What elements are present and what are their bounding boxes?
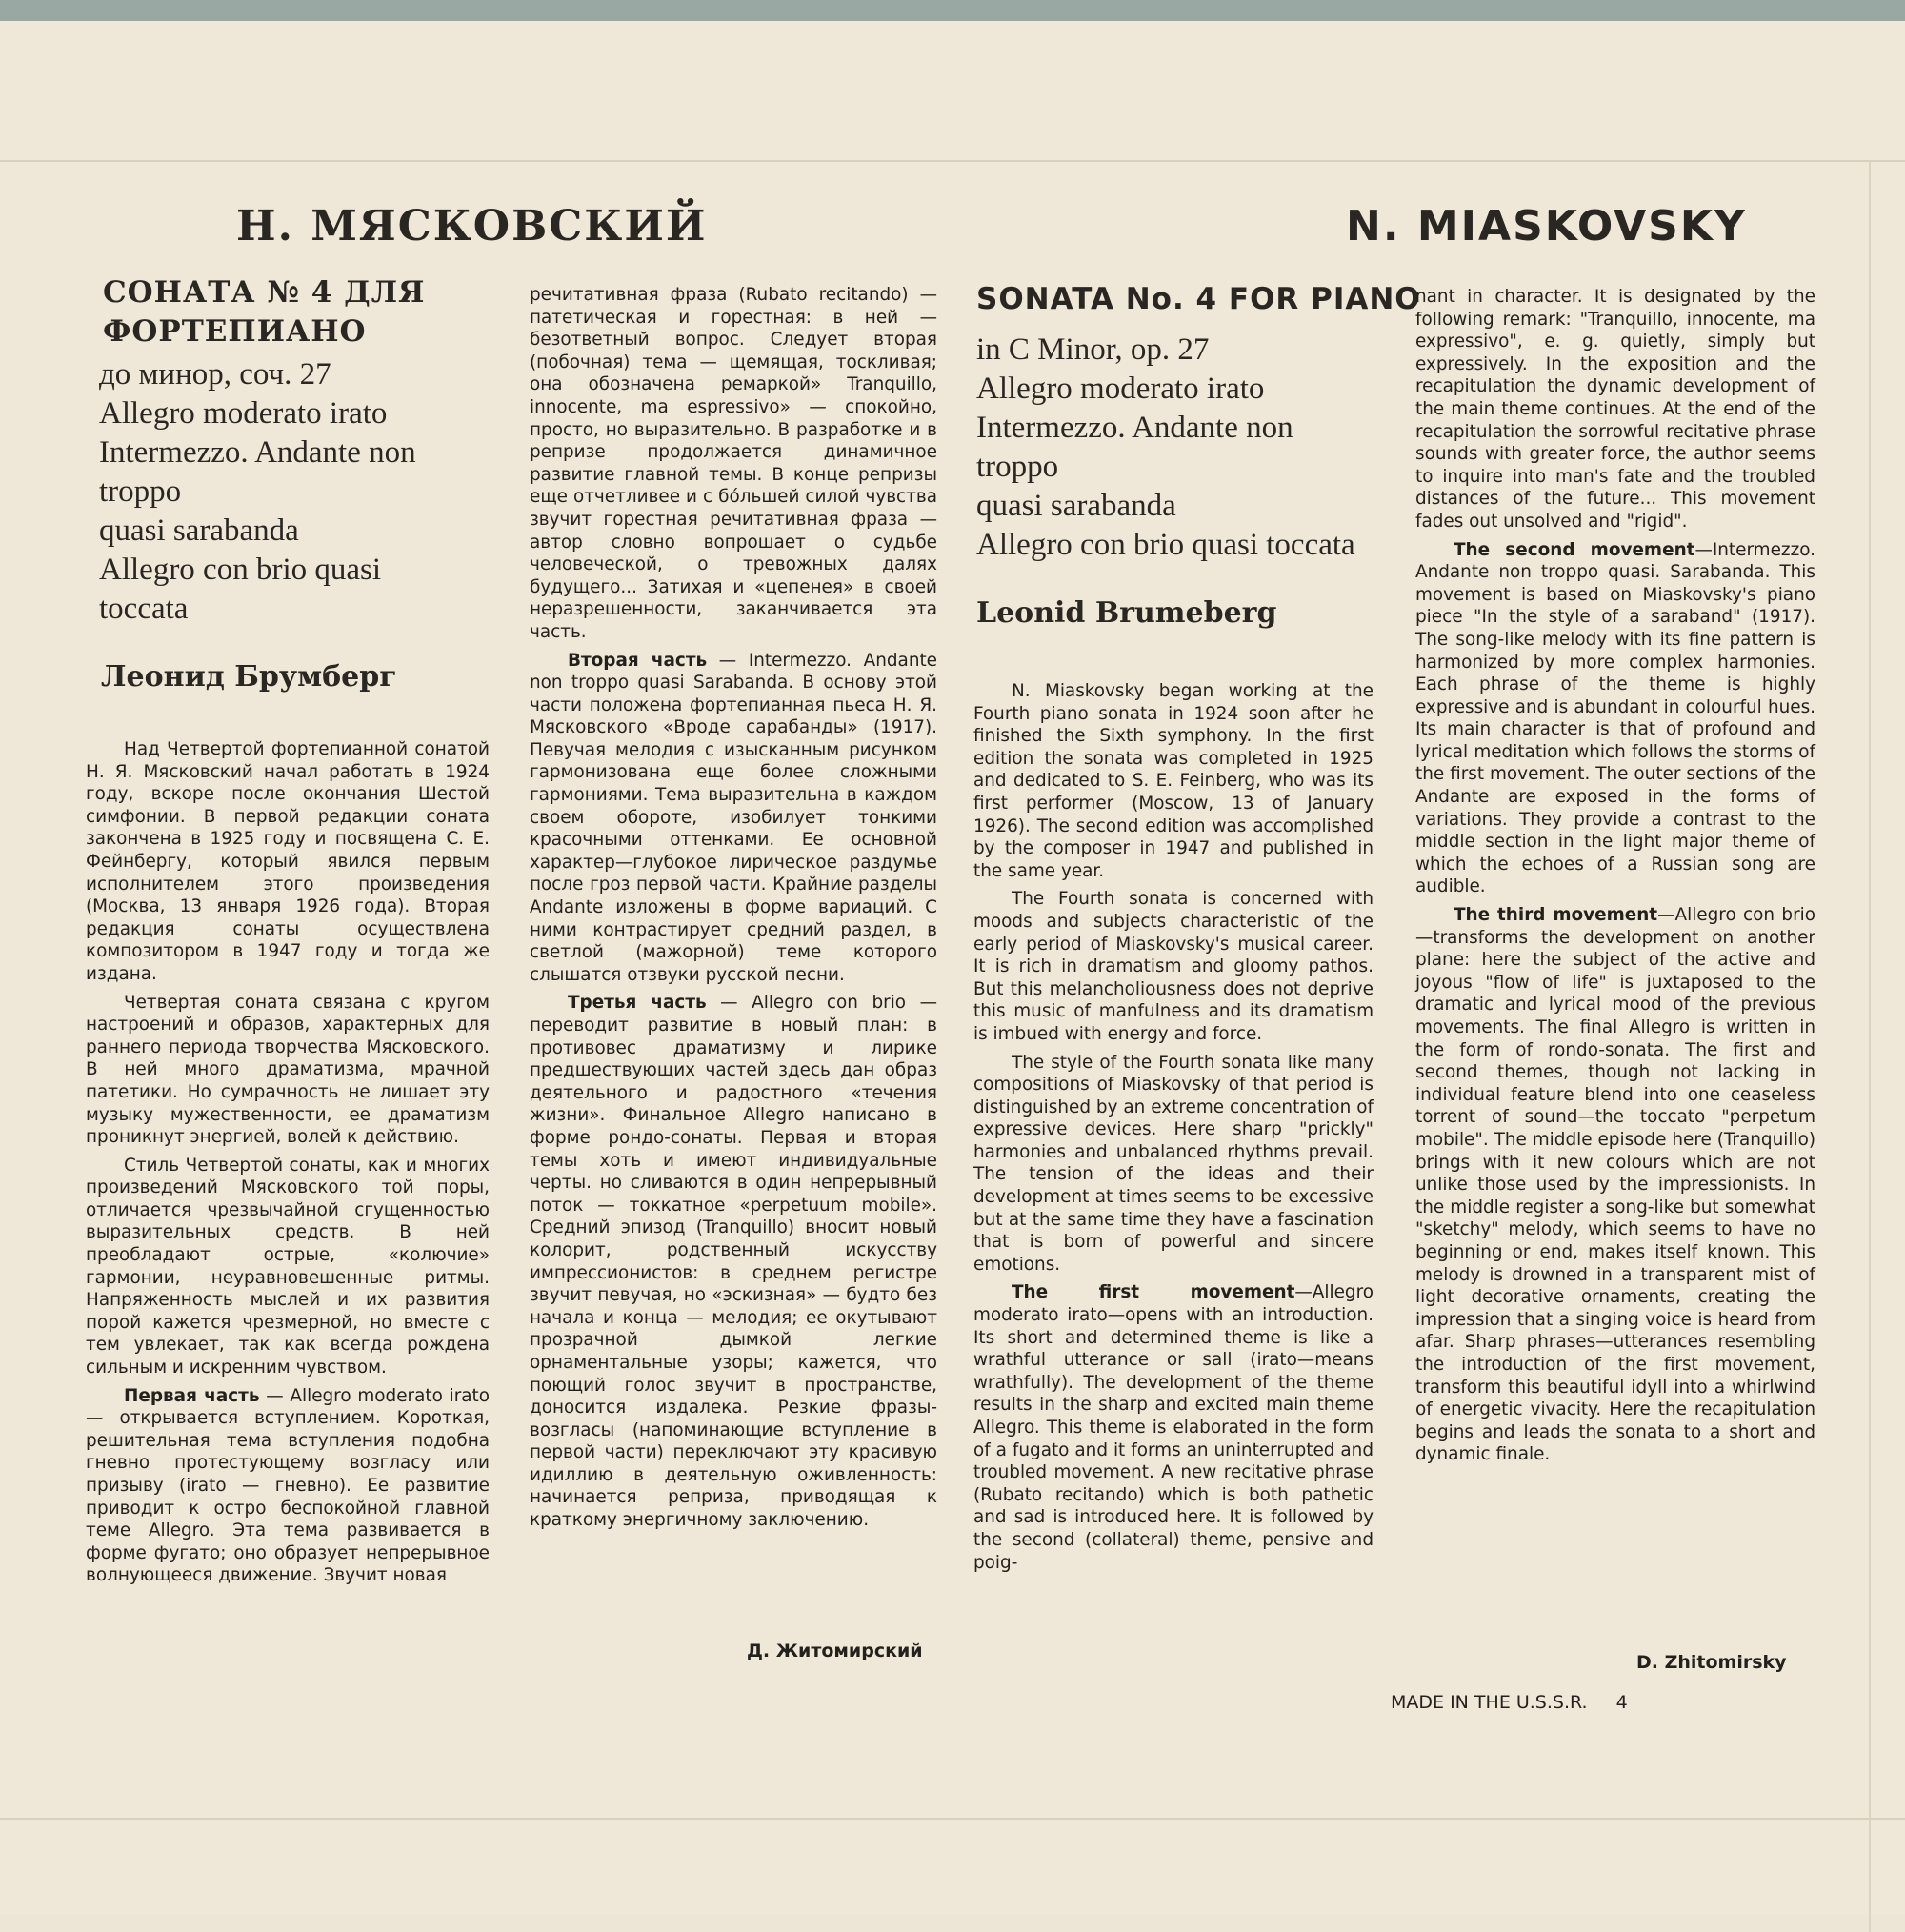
russian-movement-line: Allegro con brio quasi (99, 553, 382, 587)
made-in-label: MADE IN THE U.S.S.R. (1391, 1692, 1588, 1713)
fold-line-right (1869, 160, 1871, 1932)
paragraph: Над Четвертой фортепианной сонатой Н. Я. Мясковский начал работать в 1924 году, вскоре после окончания Шестой симфонии. В первой редакции соната закончена в 1925 году и посвящена С. Е. Фейнбергу, который явился первым исполнителем этого произведения (Москва, 13 января 1926 года). Вторая редакция сонаты осуществлена композитором в 1947 году и тогда же издана. (86, 739, 490, 984)
russian-key-and-movements (99, 355, 416, 629)
paragraph: N. Miaskovsky began working at the Fourth piano sonata in 1924 soon after he finished the Sixth symphony. In the first edition the sonata was completed in 1925 and dedicated to S. E. Feinberg, who was its first performer (Moscow, 13 of January 1926). The second edition was accomplished by the composer in 1947 and published in the same year. (973, 681, 1374, 881)
fold-line-bottom (0, 1818, 1905, 1820)
russian-sonata-heading: СОНАТА № 4 ДЛЯ ФОРТЕПИАНО (103, 275, 426, 349)
fold-line-top (0, 160, 1905, 162)
english-movement-line: quasi sarabanda (976, 489, 1176, 523)
russian-performer: Леонид Брумберг (101, 660, 397, 694)
english-key: in C Minor, op. 27 (976, 332, 1210, 367)
paragraph-text: —Allegro con brio—transforms the development on another plane: here the subject of the active and joyous "flow of life" is juxtaposed to the dramatic and lyrical mood of the previous movements. The final Allegro is written in the form of rondo-sonata. The first and second themes, though not lacking in individual feature blend into one ceaseless torrent of sound—the toccato "perpetum mobile". The middle episode here (Tranquillo) brings with it new colours which are not unlike those used by the impressionists. In the middle register a song-like but somewhat "sketchy" melody, which seems to have no beginning or end, makes itself known. This melody is drowned in a transparent mist of light decorative ornaments, creating the impression that a singing voice is heard from afar. Sharp phrases—utterances resembling the introduction of the first movement, transform this beautiful idyll into a whirlwind of energetic vivacity. Here the recapitulation begins and leads the sonata to a short and dynamic finale. (1415, 905, 1815, 1465)
paragraph-text: — Intermezzo. Andante non troppo quasi Sarabanda. В основу этой части положена фортепианная пьеса Н. Я. Мясковского «Вроде сарабанды» (1917). Певучая мелодия с изысканным рисунком гармонизована еще более сложными гармониями. Тема выразительна в каждом своем обороте, изобилует тонкими красочными оттенками. Ее основной характер—глубокое лирическое раздумье после гроз первой части. Крайние разделы Andante изложены в форме вариаций. С ними контрастирует средний раздел, в светлой (мажорной) теме которого слышатся отзвуки русской песни. (530, 650, 937, 985)
russian-column-1 (86, 738, 490, 1593)
russian-movement-line: toccata (99, 592, 189, 626)
english-column-2 (1415, 286, 1815, 1472)
paragraph-text: — Allegro moderato irato — открывается вступлением. Короткая, решительная тема вступления подобна гневно протестующему возгласу или призыву (irato — гневно). Ее развитие приводит к остро беспокойной главной теме Allegro. Эта тема развивается в форме фугато; оно образует непрерывное волнующееся движение. Звучит новая (86, 1385, 490, 1586)
paragraph (86, 1385, 490, 1587)
movement-label: Третья часть (568, 993, 707, 1014)
paragraph: nant in character. It is designated by the following remark: "Tranquillo, innocente, ma expressivo", e. g. quietly, simply but expressively. In the exposition and the recapitulation the dynamic development of the main theme continues. At the end of the recapitulation the sorrowful recitative phrase sounds with greater force, the author seems to inquire into man's fate and the troubled distances of the future... This movement fades out unsolved and "rigid". (1415, 287, 1815, 532)
movement-label: Первая часть (124, 1385, 260, 1406)
english-signature: D. Zhitomirsky (1636, 1652, 1787, 1673)
russian-movement-line: Allegro moderato irato (99, 396, 388, 431)
russian-movement-line: quasi sarabanda (99, 513, 299, 548)
paragraph-text: —Intermezzo. Andante non troppo quasi. Sarabanda. This movement is based on Miaskovsky's piano piece "In the style of a saraband" (1917). The song-like melody with its fine pattern is harmonized by more complex harmonies. Each phrase of the theme is highly expressive and is abundant in colourful hues. Its main character is that of profound and lyrical meditation which follows the storms of the first movement. The outer sections of the Andante are exposed in the forms of variations. They provide a contrast to the middle section in the light major theme of which the echoes of a Russian song are audible. (1415, 539, 1815, 897)
paragraph-text: — Allegro con brio — переводит развитие в новый план: в противовес драматизму и лирике предшествующих частей здесь дан образ деятельного и радостного «течения жизни». Финальное Allegro написано в форме рондо-сонаты. Первая и вторая темы хоть и имеют индивидуальные черты. но сливаются в один непрерывный поток — токкатное «perpetuum mobile». Средний эпизод (Tranquillo) вносит новый колорит, родственный искусству импрессионистов: в среднем регистре звучит певучая, но «эскизная» — будто без начала и конца — мелодия; ее окутывают прозрачной дымкой легкие орнаментальные узоры; кажется, что поющий голос звучит в пространстве, доносится издалека. Резкие фразы-возгласы (напоминающие вступление в первой части) переключают эту красивую идиллию в деятельную оживленность: начинается реприза, приводящая к краткому энергичному заключению. (530, 993, 938, 1531)
russian-movement-line: Intermezzo. Andante non (99, 435, 416, 470)
russian-title: Н. МЯСКОВСКИЙ (236, 202, 708, 251)
paragraph (1415, 904, 1815, 1466)
english-movement-line: Allegro moderato irato (976, 372, 1265, 406)
paragraph (530, 992, 937, 1531)
paragraph-text: —Allegro moderato irato—opens with an introduction. Its short and determined theme is like a wrathful utterance or sall (irato—means wrathfully). The development of the theme results in the sharp and excited main theme Allegro. This theme is elaborated in the form of a fugato and it forms an uninterrupted and troubled movement. A new recitative phrase (Rubato recitando) which is both pathetic and sad is introduced here. It is followed by the second (collateral) theme, pensive and poig- (973, 1282, 1374, 1573)
paragraph (1415, 539, 1815, 899)
paragraph: Стиль Четвертой сонаты, как и многих произведений Мясковского той поры, отличается чрезвычайной сгущенностью выразительных средств. В ней преобладают острые, «колючие» гармонии, неуравновешенные ритмы. Напряженность мыслей и их развития порой кажется чрезмерной, но вместе с тем увлекает, так как всегда рождена сильным и искренним чувством. (86, 1155, 490, 1379)
movement-label: The second movement (1454, 539, 1695, 560)
english-movement-line: Intermezzo. Andante non (976, 411, 1293, 445)
footer (1391, 1692, 1628, 1713)
movement-label: The first movement (1012, 1282, 1295, 1303)
movement-label: The third movement (1454, 905, 1658, 926)
paragraph (973, 1281, 1374, 1574)
english-movement-line: Allegro con brio quasi toccata (976, 528, 1355, 562)
english-sonata-heading: SONATA No. 4 FOR PIANO (976, 282, 1421, 316)
paragraph (530, 650, 937, 987)
english-key-and-movements (976, 331, 1355, 565)
paragraph: The style of the Fourth sonata like many compositions of Miaskovsky of that period is distinguished by an extreme concentration of expressive devices. Here sharp "prickly" harmonies and unbalanced rhythms prevail. The tension of the ideas and their development at times seems to be excessive but at the same time they have a fascination that is born of powerful and sincere emotions. (973, 1052, 1374, 1275)
page-number: 4 (1615, 1692, 1628, 1713)
russian-column-2 (530, 284, 937, 1538)
english-movement-line: troppo (976, 450, 1059, 484)
movement-label: Вторая часть (568, 650, 708, 671)
paragraph: речитативная фраза (Rubato recitando) — патетическая и горестная: в ней — безответный вопрос. Следует вторая (побочная) тема — щемящая, тоскливая; она обозначена ремаркой» Tranquillo, innocente, ma espressivo» — спокойно, просто, но выразительно. В разработке и в репризе продолжается динамичное развитие главной темы. В конце репризы еще отчетливее и с бóльшей силой чувства звучит горестная речитативная фраза — автор словно вопрошает о судьбе человеческой, о тревожных далях будущего... Затихая и «цепенея» в своей неразрешенности, заканчивается эта часть. (530, 285, 937, 642)
russian-movement-line: troppo (99, 474, 182, 509)
english-column-1 (973, 680, 1374, 1580)
russian-key: до минор, соч. 27 (99, 357, 331, 392)
russian-signature: Д. Житомирский (747, 1640, 923, 1661)
paragraph: The Fourth sonata is concerned with moods and subjects characteristic of the early period of Miaskovsky's musical career. It is rich in dramatism and gloomy pathos. But this melancholiousness does not deprive this music of manfulness and its dramatism is imbued with energy and force. (973, 889, 1374, 1044)
english-title: N. MIASKOVSKY (1346, 202, 1747, 251)
paragraph: Четвертая соната связана с кругом настроений и образов, характерных для раннего периода творчества Мясковского. В ней много драматизма, мрачной патетики. Но сумрачность не лишает эту музыку мужественности, ее драматизм проникнут энергией, волей к действию. (86, 992, 490, 1148)
top-edge-strip (0, 0, 1905, 21)
english-performer: Leonid Brumeberg (976, 596, 1277, 630)
